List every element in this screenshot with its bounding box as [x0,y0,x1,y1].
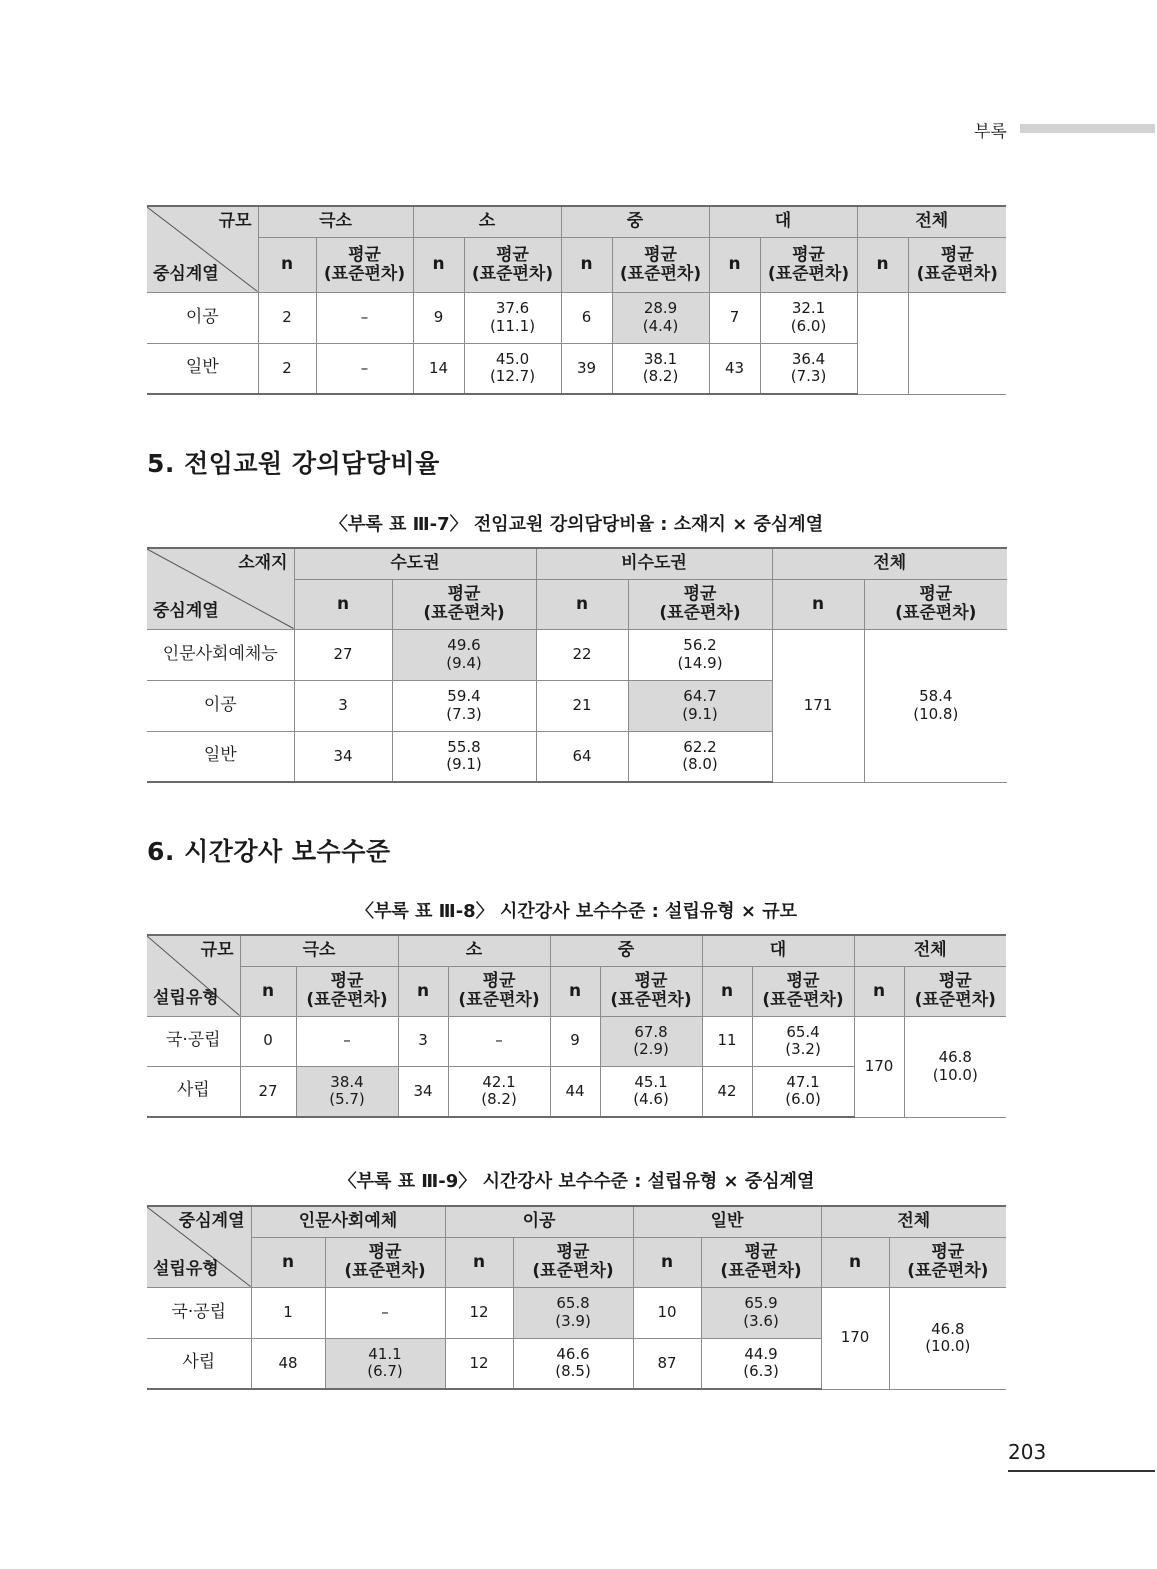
mean-header: 평균 (표준편차) [628,579,772,629]
cell-total-n: 170 [854,1016,904,1117]
mean-header: 평균 (표준편차) [701,1237,821,1287]
cell-mean: 45.0 (12.7) [464,343,561,394]
cell-n: 14 [413,343,464,394]
table-row [147,1016,1006,1066]
mean-header: 평균 (표준편차) [316,237,413,292]
cell-mean: 36.4 (7.3) [760,343,857,394]
cell-n: 43 [709,343,760,394]
group-header: 중 [561,206,709,237]
row-label: 국·공립 [147,1287,251,1338]
cell-mean: 38.4 (5.7) [296,1066,398,1117]
cell-mean: 45.1 (4.6) [600,1066,702,1117]
corner-row-label: 중심계열 [153,263,219,284]
cell-n: 3 [398,1016,448,1066]
mean-header: 평균 (표준편차) [612,237,709,292]
group-header: 중 [550,935,702,966]
cell-n: 22 [536,629,628,680]
cell-mean: – [316,292,413,343]
cell-n: 48 [251,1338,325,1389]
table-top [147,205,1006,395]
table-8 [147,934,1006,1118]
n-header: n [633,1237,701,1287]
cell-n: 9 [413,292,464,343]
row-label: 이공 [147,292,258,343]
cell-n: 39 [561,343,612,394]
cell-n: 1 [251,1287,325,1338]
group-header: 대 [709,206,857,237]
table-row [147,292,1006,343]
row-label: 사립 [147,1338,251,1389]
corner-row-label: 중심계열 [153,600,219,621]
group-header: 소 [398,935,550,966]
cell-mean: 46.6 (8.5) [513,1338,633,1389]
group-header: 수도권 [294,548,536,579]
table-corner [147,935,240,1016]
corner-row-label: 설립유형 [153,1258,219,1279]
n-header: n [398,966,448,1016]
cell-n: 9 [550,1016,600,1066]
group-header: 전체 [857,206,1006,237]
cell-n: 12 [445,1338,513,1389]
cell-mean: – [316,343,413,394]
corner-row-label: 설립유형 [153,987,219,1008]
cell-n: 0 [240,1016,296,1066]
group-header: 이공 [445,1206,633,1237]
table-7 [147,547,1007,783]
mean-header: 평균 (표준편차) [760,237,857,292]
cell-mean: – [296,1016,398,1066]
mean-header: 평균 (표준편차) [392,579,536,629]
table-row [147,1287,1006,1338]
row-label: 일반 [147,343,258,394]
cell-mean: – [325,1287,445,1338]
table-corner [147,548,294,629]
corner-col-label: 소재지 [238,553,288,573]
table-corner [147,1206,251,1287]
cell-n: 87 [633,1338,701,1389]
cell-n: 44 [550,1066,600,1117]
cell-mean: 49.6 (9.4) [392,629,536,680]
n-header: n [550,966,600,1016]
cell-mean: 55.8 (9.1) [392,731,536,782]
mean-header: 평균 (표준편차) [904,966,1006,1016]
cell-mean: 38.1 (8.2) [612,343,709,394]
cell-mean: 32.1 (6.0) [760,292,857,343]
cell-mean: 41.1 (6.7) [325,1338,445,1389]
cell-n: 27 [240,1066,296,1117]
group-header: 인문사회예체 [251,1206,445,1237]
cell-mean: 47.1 (6.0) [752,1066,854,1117]
cell-n: 27 [294,629,392,680]
cell-mean: 37.6 (11.1) [464,292,561,343]
mean-header: 평균 (표준편차) [752,966,854,1016]
cell-n: 10 [633,1287,701,1338]
n-header: n [251,1237,325,1287]
cell-n: 2 [258,292,316,343]
corner-col-label: 규모 [218,211,252,231]
cell-n: 11 [702,1016,752,1066]
cell-mean: 67.8 (2.9) [600,1016,702,1066]
mean-header: 평균 (표준편차) [448,966,550,1016]
cell-n: 12 [445,1287,513,1338]
mean-header: 평균 (표준편차) [889,1237,1006,1287]
cell-mean: 65.8 (3.9) [513,1287,633,1338]
cell-n: 21 [536,680,628,731]
cell-total-n [857,292,908,394]
cell-mean: 42.1 (8.2) [448,1066,550,1117]
cell-n: 34 [294,731,392,782]
n-header: n [821,1237,889,1287]
cell-total-mean: 58.4 (10.8) [864,629,1007,782]
mean-header: 평균 (표준편차) [325,1237,445,1287]
group-header: 극소 [258,206,413,237]
corner-col-label: 규모 [200,940,234,960]
n-header: n [709,237,760,292]
n-header: n [772,579,864,629]
n-header: n [294,579,392,629]
cell-n: 64 [536,731,628,782]
cell-n: 6 [561,292,612,343]
row-label: 국·공립 [147,1016,240,1066]
group-header: 대 [702,935,854,966]
group-header: 일반 [633,1206,821,1237]
cell-n: 42 [702,1066,752,1117]
cell-mean: 65.9 (3.6) [701,1287,821,1338]
table-caption: 〈부록 표 Ⅲ-8〉 시간강사 보수수준 : 설립유형 × 규모 [355,901,798,922]
cell-n: 7 [709,292,760,343]
table-corner [147,206,258,292]
group-header: 소 [413,206,561,237]
group-header: 극소 [240,935,398,966]
row-label: 인문사회예체능 [147,629,294,680]
mean-header: 평균 (표준편차) [296,966,398,1016]
cell-mean: 65.4 (3.2) [752,1016,854,1066]
row-label: 사립 [147,1066,240,1117]
cell-mean: – [448,1016,550,1066]
section-title: 6. 시간강사 보수수준 [147,837,391,866]
header-label: 부록 [974,122,1007,142]
cell-mean: 56.2 (14.9) [628,629,772,680]
cell-mean: 64.7 (9.1) [628,680,772,731]
cell-total-n: 171 [772,629,864,782]
group-header: 비수도권 [536,548,772,579]
cell-total-mean: 46.8 (10.0) [889,1287,1006,1389]
n-header: n [857,237,908,292]
n-header: n [561,237,612,292]
row-label: 이공 [147,680,294,731]
cell-n: 2 [258,343,316,394]
mean-header: 평균 (표준편차) [908,237,1006,292]
row-label: 일반 [147,731,294,782]
n-header: n [413,237,464,292]
cell-total-mean [908,292,1006,394]
group-header: 전체 [772,548,1007,579]
cell-mean: 62.2 (8.0) [628,731,772,782]
n-header: n [854,966,904,1016]
n-header: n [258,237,316,292]
section-title: 5. 전임교원 강의담당비율 [147,449,440,478]
cell-mean: 59.4 (7.3) [392,680,536,731]
table-caption: 〈부록 표 Ⅲ-7〉 전임교원 강의담당비율 : 소재지 × 중심계열 [329,514,824,535]
header-bar [1020,124,1155,133]
n-header: n [702,966,752,1016]
cell-n: 34 [398,1066,448,1117]
page-number-rule [1008,1470,1155,1472]
group-header: 전체 [854,935,1006,966]
table-9 [147,1205,1006,1390]
n-header: n [445,1237,513,1287]
table-row [147,629,1007,680]
mean-header: 평균 (표준편차) [513,1237,633,1287]
cell-mean: 28.9 (4.4) [612,292,709,343]
cell-n: 3 [294,680,392,731]
group-header: 전체 [821,1206,1006,1237]
mean-header: 평균 (표준편차) [600,966,702,1016]
n-header: n [240,966,296,1016]
n-header: n [536,579,628,629]
cell-total-mean: 46.8 (10.0) [904,1016,1006,1117]
mean-header: 평균 (표준편차) [864,579,1007,629]
corner-col-label: 중심계열 [178,1211,245,1231]
mean-header: 평균 (표준편차) [464,237,561,292]
cell-total-n: 170 [821,1287,889,1389]
page-number: 203 [1008,1440,1047,1464]
table-caption: 〈부록 표 Ⅲ-9〉 시간강사 보수수준 : 설립유형 × 중심계열 [338,1171,815,1192]
cell-mean: 44.9 (6.3) [701,1338,821,1389]
